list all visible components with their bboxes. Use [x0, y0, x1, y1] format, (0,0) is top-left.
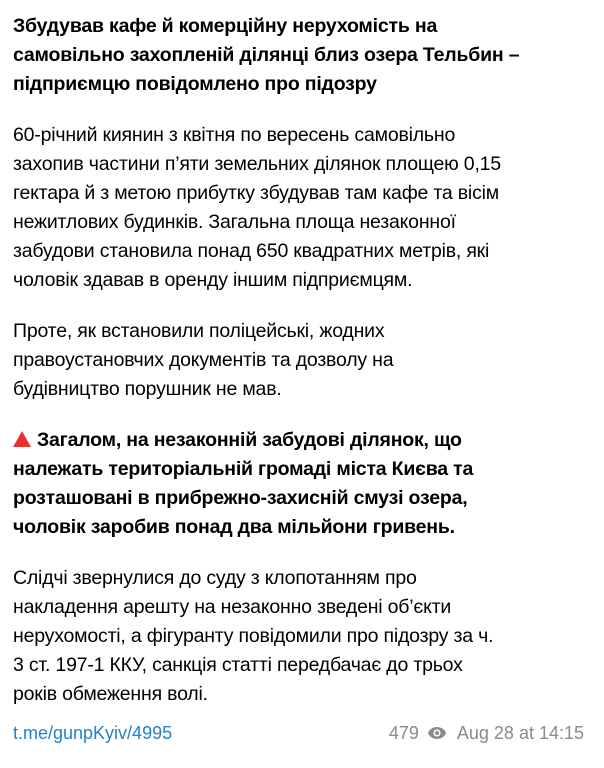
text-line: чоловік заробив понад два мільйони гривень. [13, 516, 455, 538]
text-line: Слідчі звернулися до суду з клопотанням про [13, 567, 417, 589]
post-title [13, 12, 596, 99]
title-line: самовільно захопленій ділянці близ озера Тельбин – [13, 44, 520, 66]
text-line: гектара й з метою прибутку збудував там кафе та вісім [13, 182, 499, 204]
text-line-with-icon [13, 426, 596, 455]
text-line: забудови становила понад 650 квадратних метрів, які [13, 240, 490, 262]
title-line: підприємцю повідомлено про підозру [13, 73, 377, 95]
text-line: захопив частини п’яти земельних ділянок площею 0,15 [13, 153, 501, 175]
text-line: чоловік здавав в оренду іншим підприємцям. [13, 269, 413, 291]
text-line: належать територіальній громаді міста Києва та [13, 458, 474, 480]
message-meta [389, 723, 584, 744]
paragraph-1 [13, 121, 596, 295]
paragraph-2 [13, 317, 596, 404]
post-link[interactable]: t.me/gunpKyiv/4995 [13, 722, 173, 743]
text-line: розташовані в прибрежно-захисній смузі озера, [13, 487, 468, 509]
text-line: 60-річний киянин з квітня по вересень самовільно [13, 124, 456, 146]
text-line: будівництво порушник не мав. [13, 378, 282, 400]
paragraph-3 [13, 426, 596, 542]
view-count: 479 [388, 722, 419, 743]
text-line: Загалом, на незаконній забудові ділянок, що [37, 429, 462, 451]
post-date: Aug 28 at 14:15 [456, 722, 584, 743]
text-line: років обмеження волі. [13, 683, 208, 705]
message-footer [13, 719, 584, 747]
text-line: нерухомості, а фігуранту повідомили про підозру за ч. [13, 625, 494, 647]
eye-icon [427, 726, 447, 740]
text-line: правоустановчих документів та дозволу на [13, 349, 394, 371]
title-line: Збудував кафе й комерційну нерухомість на [13, 15, 438, 37]
text-line: 3 ст. 197-1 ККУ, санкція статті передбачає до трьох [13, 654, 463, 676]
message-body [13, 12, 596, 709]
paragraph-4 [13, 564, 596, 709]
text-line: нежитлових будинків. Загальна площа незаконної [13, 211, 456, 233]
text-line: накладення арешту на незаконно зведені об’єкти [13, 596, 452, 618]
red-triangle-icon [13, 431, 31, 447]
text-line: Проте, як встановили поліцейські, жодних [13, 320, 385, 342]
